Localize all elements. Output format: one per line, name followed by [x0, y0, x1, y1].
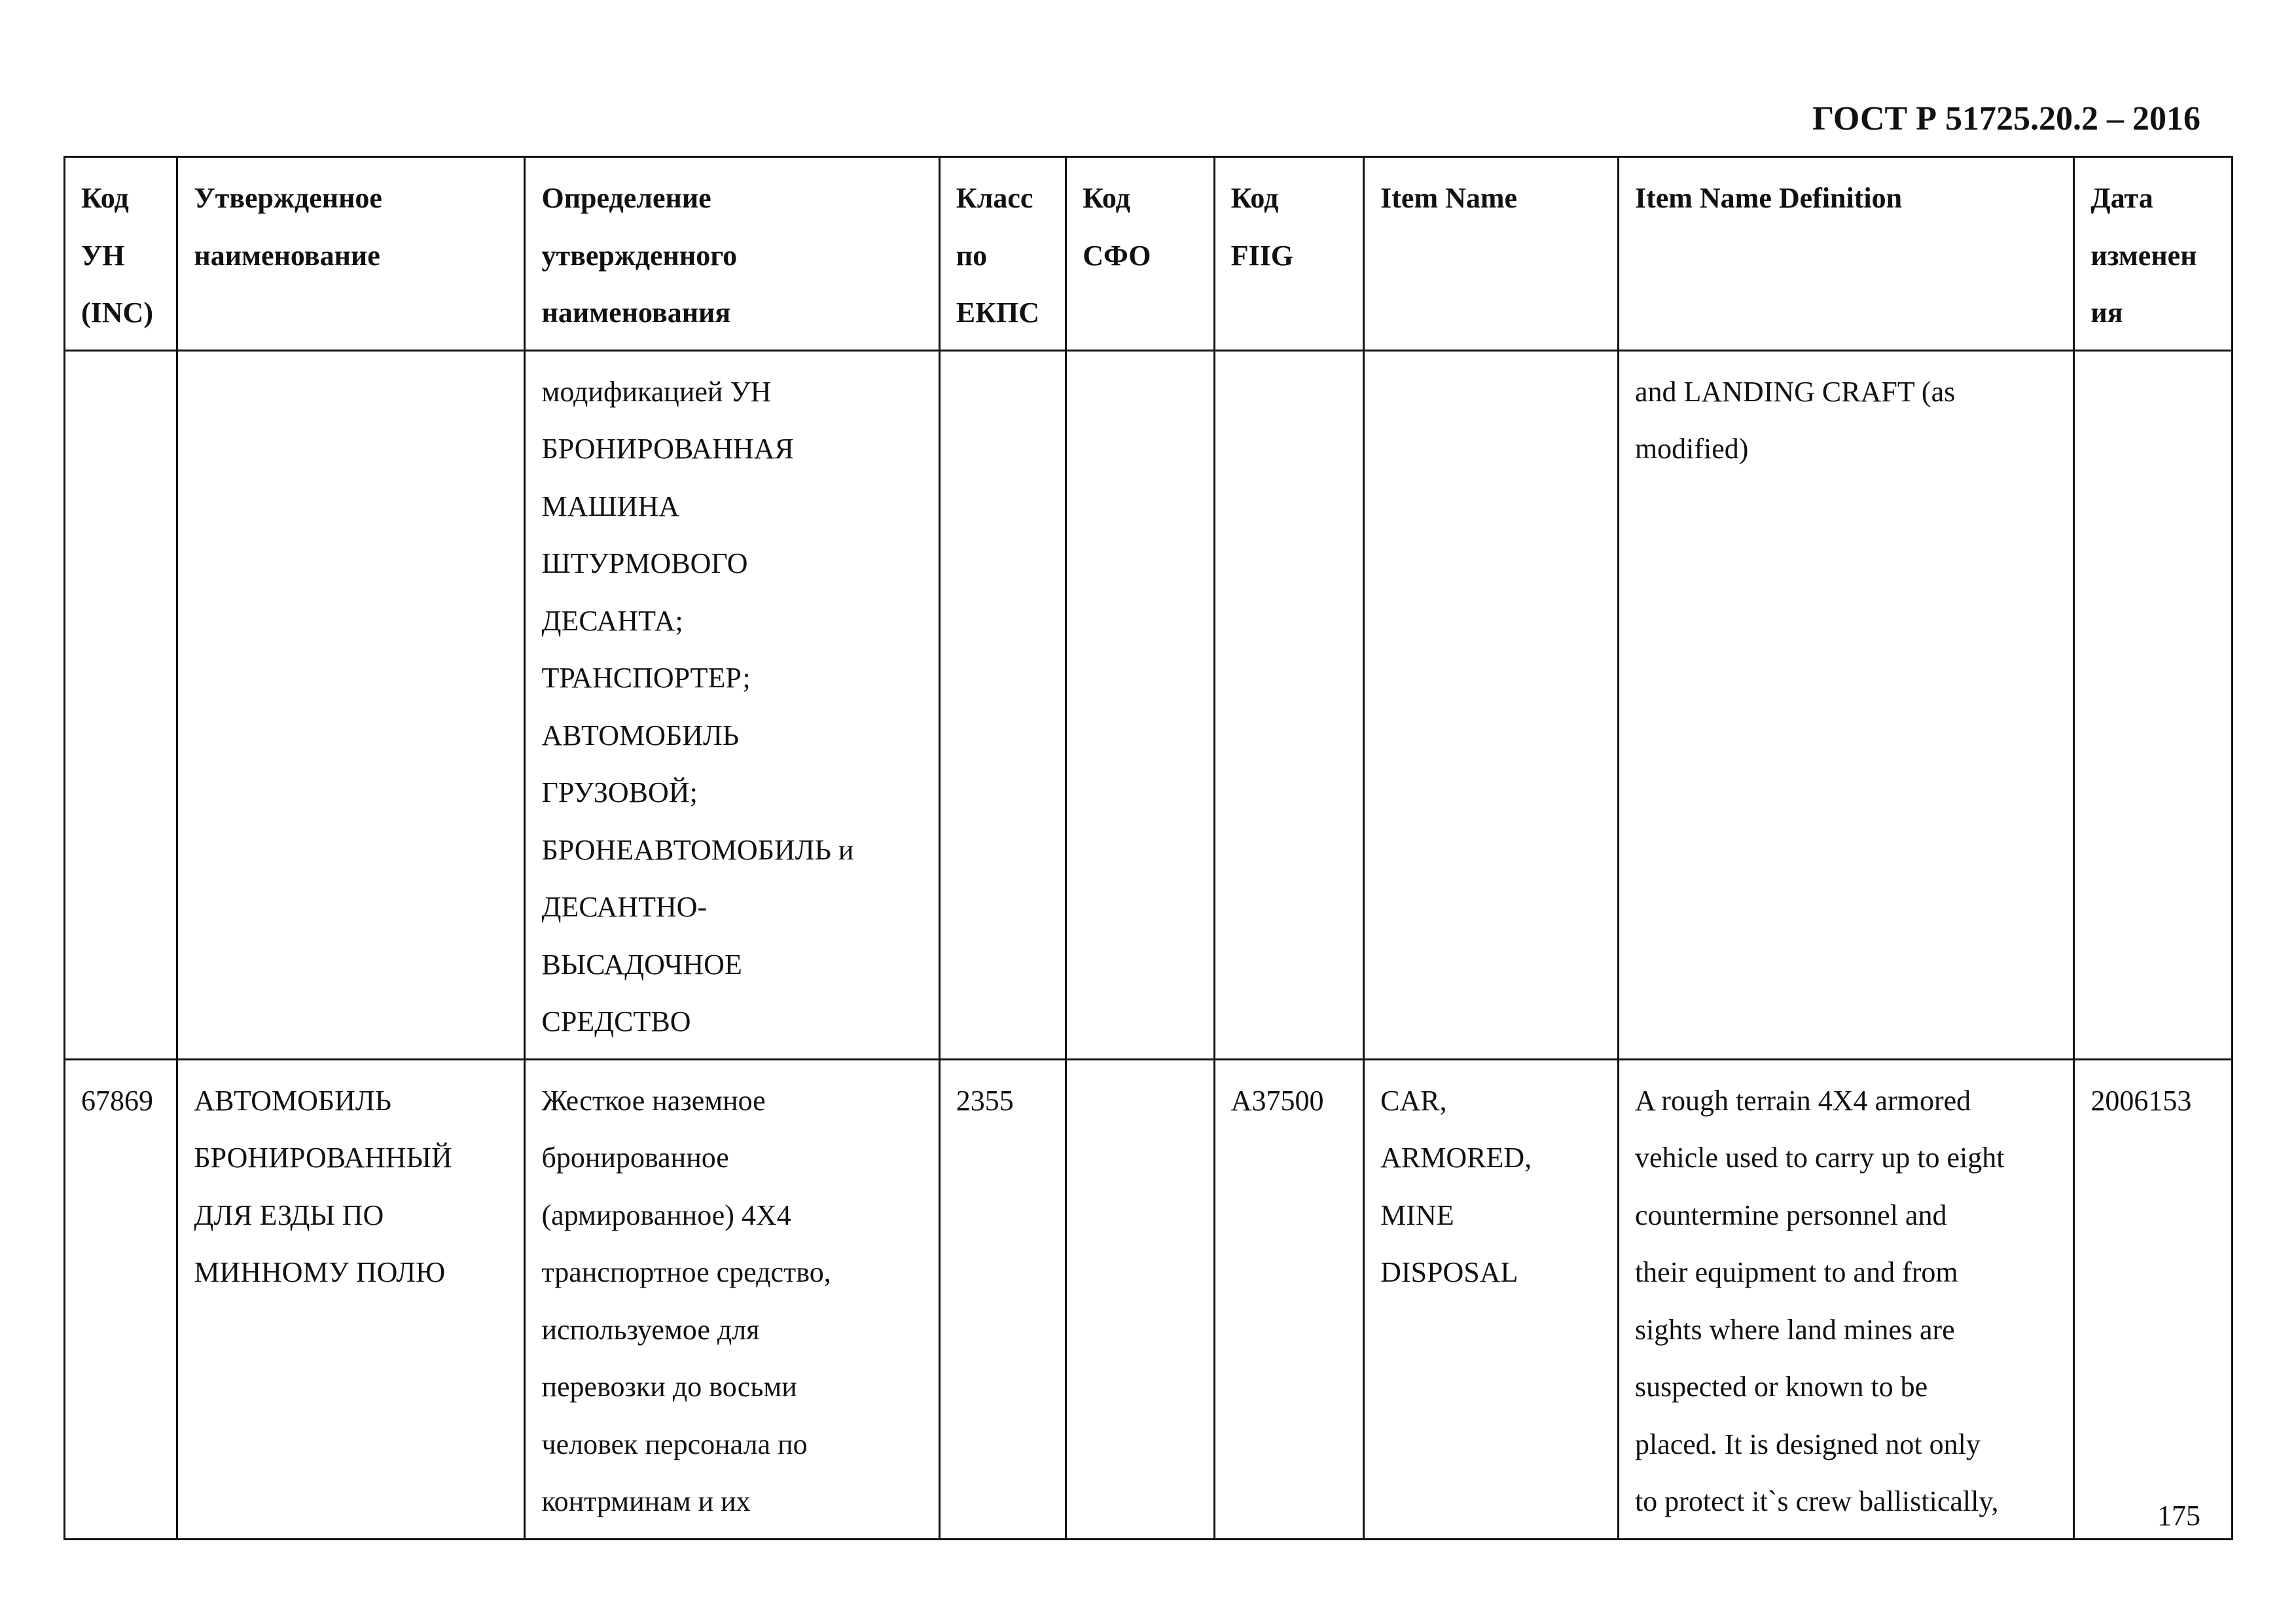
header-inc-code: Код УН (INC) [65, 157, 177, 351]
header-name-definition: Определение утвержденного наименования [525, 157, 939, 351]
header-sfo-code: Код СФО [1066, 157, 1214, 351]
cell-ekps-class: 2355 [939, 1059, 1066, 1539]
table-row [65, 350, 2233, 1059]
document-header-title: ГОСТ Р 51725.20.2 – 2016 [1812, 100, 2200, 137]
header-item-name: Item Name [1364, 157, 1619, 351]
cell-sfo-code [1066, 350, 1214, 1059]
cell-fiig-code: A37500 [1214, 1059, 1363, 1539]
cell-approved-name: АВТОМОБИЛЬ БРОНИРОВАННЫЙ ДЛЯ ЕЗДЫ ПО МИННОМУ ПОЛЮ [177, 1059, 525, 1539]
cell-item-name [1364, 350, 1619, 1059]
table-header-row [65, 157, 2233, 351]
table-row [65, 1059, 2233, 1539]
cell-inc-code [65, 350, 177, 1059]
header-change-date: Дата изменен ия [2074, 157, 2233, 351]
cell-sfo-code [1066, 1059, 1214, 1539]
cell-name-definition: Жесткое наземное бронированное (армированное) 4Х4 транспортное средство, используемое для перевозки до восьми человек персонала по контрминам и их [525, 1059, 939, 1539]
cell-approved-name [177, 350, 525, 1059]
cell-inc-code: 67869 [65, 1059, 177, 1539]
cell-item-name-definition: A rough terrain 4X4 armored vehicle used to carry up to eight countermine personnel and their equipment to and from sights where land mines are suspected or known to be placed. It is designed not only to protect it`s crew ballistically, [1618, 1059, 2073, 1539]
cell-change-date: 2006153 [2074, 1059, 2233, 1539]
header-item-name-definition: Item Name Definition [1618, 157, 2073, 351]
cell-change-date [2074, 350, 2233, 1059]
header-ekps-class: Класс по ЕКПС [939, 157, 1066, 351]
header-fiig-code: Код FIIG [1214, 157, 1363, 351]
cell-item-name-definition: and LANDING CRAFT (as modified) [1618, 350, 2073, 1059]
cell-item-name: CAR, ARMORED, MINE DISPOSAL [1364, 1059, 1619, 1539]
page-number: 175 [2157, 1500, 2200, 1532]
cell-name-definition: модификацией УН БРОНИРОВАННАЯ МАШИНА ШТУРМОВОГО ДЕСАНТА; ТРАНСПОРТЕР; АВТОМОБИЛЬ ГРУЗОВОЙ; БРОНЕАВТОМОБИЛЬ и ДЕСАНТНО- ВЫСАДОЧНОЕ СРЕДСТВО [525, 350, 939, 1059]
cell-ekps-class [939, 350, 1066, 1059]
header-approved-name: Утвержденное наименование [177, 157, 525, 351]
data-table [63, 156, 2233, 1540]
cell-fiig-code [1214, 350, 1363, 1059]
